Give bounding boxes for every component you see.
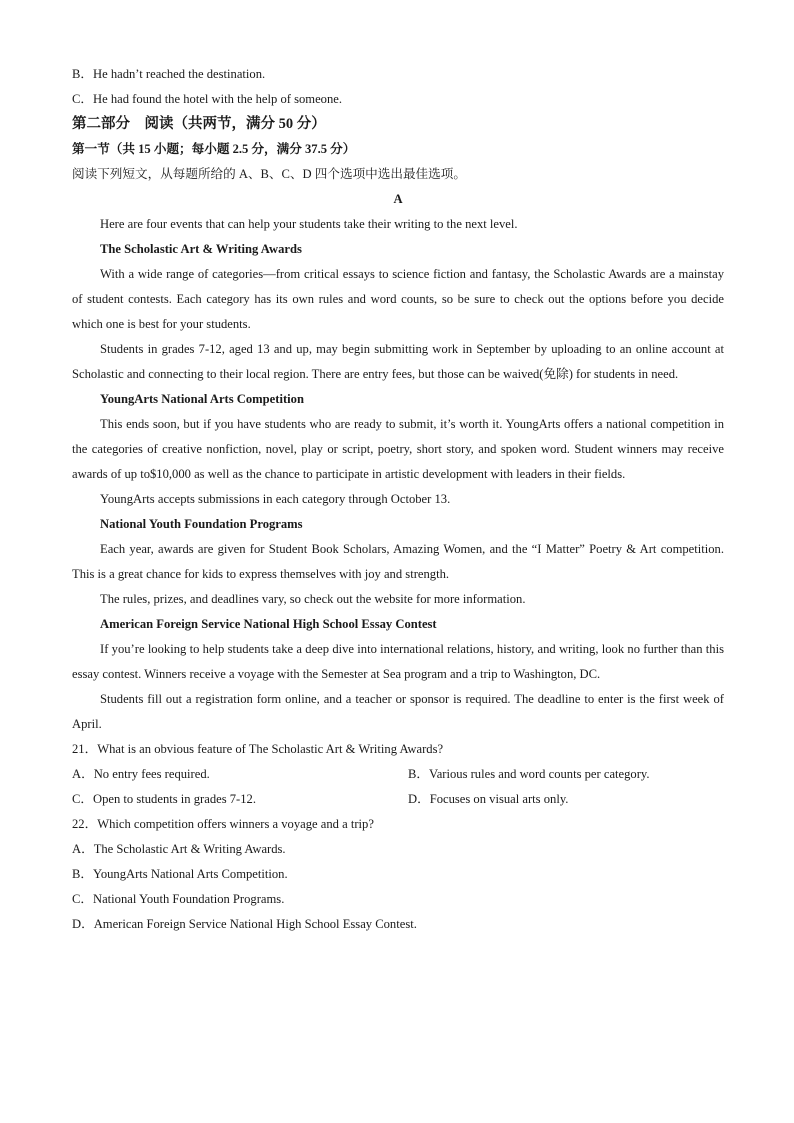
exam-page [72, 62, 724, 937]
event-paragraph: YoungArts accepts submissions in each category through October 13. [100, 492, 451, 506]
event-paragraph: With a wide range of categories—from critical essays to science fiction and fantasy, the Scholastic Awards are a mainstay of student contests. Each category has its own rules and word counts, so be sure to check out the options before you decide which one is best for your students. [72, 267, 724, 331]
prev-option-b: B．He hadn’t reached the destination. [72, 67, 266, 81]
event-paragraph: If you’re looking to help students take a deep dive into international relations, history, and writing, look no further than this essay contest. Winners receive a voyage with the Semester at Sea program and a trip to Washington, DC. [72, 642, 724, 681]
question-stem: 22．Which competition offers winners a voyage and a trip? [72, 817, 374, 831]
passage-intro: Here are four events that can help your students take their writing to the next level. [100, 217, 518, 231]
option-c: C．National Youth Foundation Programs. [72, 892, 285, 906]
event-paragraph: Each year, awards are given for Student Book Scholars, Amazing Women, and the “I Matter” Poetry & Art competition. This is a great chance for kids to express themselves with joy and strength. [72, 542, 724, 581]
option-a: A．The Scholastic Art & Writing Awards. [72, 842, 286, 856]
event-title: American Foreign Service National High School Essay Contest [100, 617, 437, 631]
prev-option-c: C．He had found the hotel with the help of someone. [72, 92, 343, 106]
question-stem: 21．What is an obvious feature of The Scholastic Art & Writing Awards? [72, 742, 444, 756]
instructions: 阅读下列短文，从每题所给的 A、B、C、D 四个选项中选出最佳选项。 [72, 167, 466, 181]
option-c: C．Open to students in grades 7-12. [72, 792, 256, 806]
option-a: A．No entry fees required. [72, 767, 210, 781]
passage-label: A [393, 192, 403, 206]
option-row [72, 762, 724, 787]
event-paragraph: Students fill out a registration form online, and a teacher or sponsor is required. The deadline to enter is the first week of April. [72, 692, 724, 731]
event-paragraph: The rules, prizes, and deadlines vary, so check out the website for more information. [100, 592, 526, 606]
event-title: YoungArts National Arts Competition [100, 392, 304, 406]
event-title: National Youth Foundation Programs [100, 517, 303, 531]
event-paragraph: This ends soon, but if you have students who are ready to submit, it’s worth it. YoungArts offers a national competition in the categories of creative nonfiction, novel, play or script, poetry, short story, and spoken word. Student winners may receive awards of up to$10,000 as well as the chance to participate in artistic development with leaders in their fields. [72, 417, 724, 481]
option-b: B．YoungArts National Arts Competition. [72, 867, 288, 881]
option-b: B．Various rules and word counts per category. [408, 767, 650, 781]
subsection-title: 第一节（共 15 小题；每小题 2.5 分，满分 37.5 分） [72, 142, 356, 156]
option-d: D．American Foreign Service National High School Essay Contest. [72, 917, 417, 931]
option-row [72, 787, 724, 812]
event-title: The Scholastic Art & Writing Awards [100, 242, 302, 256]
section-title: 第二部分 阅读（共两节，满分 50 分） [72, 116, 326, 132]
option-d: D．Focuses on visual arts only. [408, 792, 569, 806]
event-paragraph: Students in grades 7-12, aged 13 and up, may begin submitting work in September by uploading to an online account at Scholastic and connecting to their local region. There are entry fees, but those can be waived(免除) for students in need. [72, 342, 724, 381]
